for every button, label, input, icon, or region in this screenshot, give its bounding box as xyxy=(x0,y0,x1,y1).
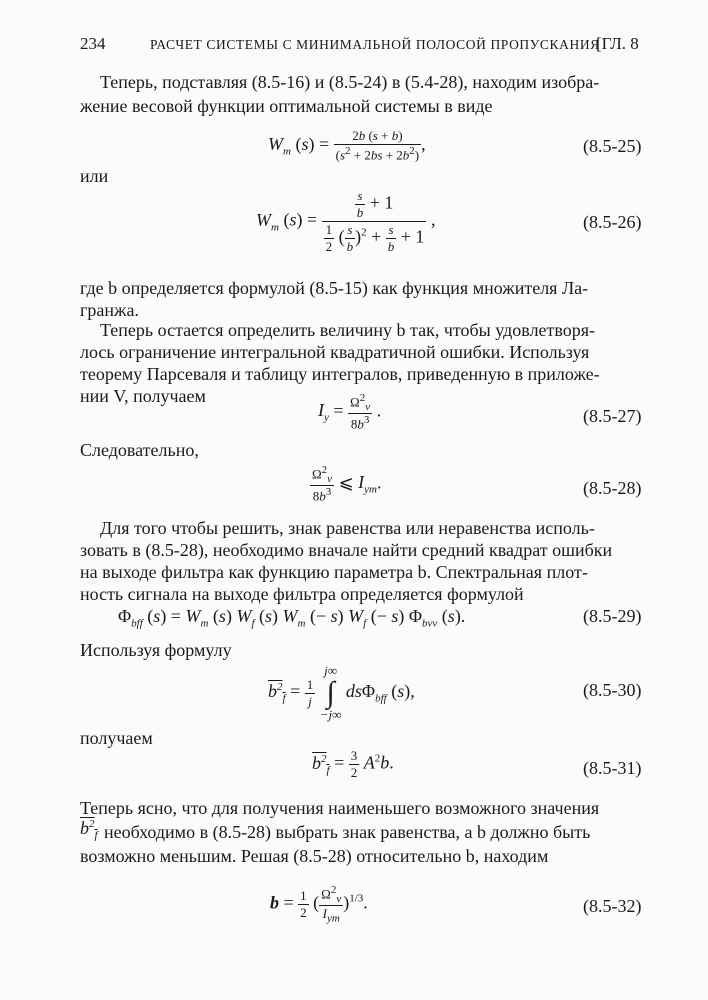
text-line: необходимо в (8.5-28) выбрать знак равенства, а b должно быть xyxy=(104,822,591,842)
equation-number: (8.5-32) xyxy=(583,896,642,916)
text-line: Для того чтобы решить, знак равенства или неравенства исполь- xyxy=(100,518,595,538)
text-line: зовать в (8.5-28), необходимо вначале найти средний квадрат ошибки xyxy=(80,540,613,560)
equation-8-5-25: $W_m$ (s) = $\frac{2b (s + b)}{(s^2 + 2bs + 2b^2)}$ , xyxy=(268,128,426,163)
text-line: Следовательно, xyxy=(80,440,199,460)
equation-8-5-27: $I_y$ = $\frac{\Omega^2_v}{8b^3}$ . xyxy=(318,392,382,432)
equation-number: (8.5-31) xyxy=(583,758,642,778)
text-line: Теперь, подставляя (8.5-16) и (8.5-24) в (5.4-28), находим изобра- xyxy=(100,72,600,92)
chapter-label: [ГЛ. 8 xyxy=(596,34,639,53)
text-line: нии V, получаем xyxy=(80,386,206,406)
equation-number: (8.5-25) xyxy=(583,136,642,156)
equation-8-5-29: $\Phi_{bff}$ $(s) = W_m$ (s) $W_f$ (s) $W_m$ (− s) $W_f$ (− s) $\Phi_{bvv}$ (s). xyxy=(118,606,466,630)
text-line: возможно меньшим. Решая (8.5-28) относительно b, находим xyxy=(80,846,549,866)
text-line: где b определяется формулой (8.5-15) как функция множителя Ла- xyxy=(80,278,589,298)
equation-number: (8.5-28) xyxy=(583,478,642,498)
equation-number: (8.5-30) xyxy=(583,680,642,700)
equation-8-5-26: $W_m$ (s) = $\frac{s}{b}$ + 1 $\frac{1}{2}$ ( $\frac{s}{b}$ )$^2$ + $\frac{s}{b}$ + 1 , xyxy=(256,188,436,254)
text-line: жение весовой функции оптимальной системы в виде xyxy=(80,96,493,116)
equation-number: (8.5-26) xyxy=(583,212,642,232)
page-number: 234 xyxy=(80,34,106,53)
text-line: на выходе фильтра как функцию параметра b. Спектральная плот- xyxy=(80,562,588,582)
inline-math: $b^2_f$ xyxy=(80,818,98,842)
equation-8-5-28: $\frac{\Omega^2_v}{8b^3}$ ⩽ $I_{ym}$. xyxy=(312,464,382,504)
text-line: теорему Парсеваля и таблицу интегралов, приведенную в приложе- xyxy=(80,364,600,384)
equation-8-5-30: $b^2_f$ = $\frac{1}{j}$ j∞ ∫ −j∞ dsΦ$_{bff}$ (s), xyxy=(268,663,415,722)
text-line: Теперь остается определить величину b так, чтобы удовлетворя- xyxy=(100,320,596,340)
running-title: РАСЧЕТ СИСТЕМЫ С МИНИМАЛЬНОЙ ПОЛОСОЙ ПРОПУСКАНИЯ xyxy=(150,37,600,52)
text-line: получаем xyxy=(80,728,153,748)
text-line: гранжа. xyxy=(80,300,139,320)
text-line: или xyxy=(80,166,109,186)
text-line: Используя формулу xyxy=(80,640,232,660)
equation-number: (8.5-27) xyxy=(583,406,642,426)
equation-8-5-32: b = $\frac{1}{2}$ ( $\frac{\Omega^2_v}{I_{ym}}$ )$^{1/3}$. xyxy=(270,884,368,925)
text-line: Теперь ясно, что для получения наименьшего возможного значения xyxy=(80,798,600,818)
text-line: ность сигнала на выходе фильтра определяется формулой xyxy=(80,584,524,604)
text-line: лось ограничение интегральной квадратичной ошибки. Используя xyxy=(80,342,590,362)
equation-number: (8.5-29) xyxy=(583,606,642,626)
equation-8-5-31: $b^2_f$ = $\frac{3}{2}$ $A^2b$. xyxy=(312,748,394,780)
